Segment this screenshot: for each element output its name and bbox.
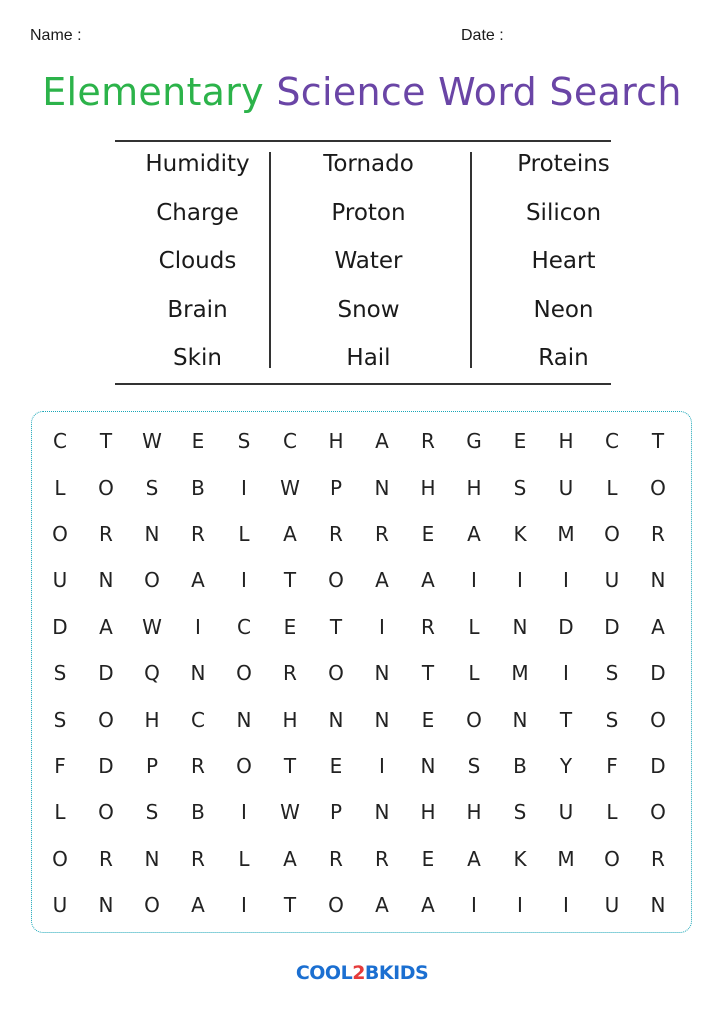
grid-letter[interactable]: L bbox=[606, 475, 618, 500]
grid-letter[interactable]: D bbox=[558, 614, 574, 639]
word-bank-divider bbox=[269, 152, 271, 368]
grid-letter[interactable]: L bbox=[238, 521, 250, 546]
grid-letter[interactable]: D bbox=[650, 753, 666, 778]
logo-text-2: 2 bbox=[352, 962, 365, 984]
word-bank bbox=[115, 140, 611, 385]
grid-letter[interactable]: N bbox=[98, 568, 114, 593]
grid-letter[interactable]: I bbox=[471, 893, 477, 918]
grid-letter[interactable]: K bbox=[513, 521, 527, 546]
grid-letter[interactable]: O bbox=[52, 521, 68, 546]
name-label: Name : bbox=[30, 27, 82, 44]
grid-letter[interactable]: L bbox=[468, 661, 480, 686]
grid-letter[interactable]: I bbox=[563, 568, 569, 593]
grid-letter[interactable]: R bbox=[191, 846, 205, 871]
grid-letter[interactable]: E bbox=[329, 753, 343, 778]
grid-letter[interactable]: O bbox=[144, 568, 160, 593]
grid-letter[interactable]: O bbox=[650, 800, 666, 825]
grid-letter[interactable]: D bbox=[52, 614, 68, 639]
grid-letter[interactable]: C bbox=[191, 707, 205, 732]
grid-letter[interactable]: O bbox=[98, 800, 114, 825]
grid-letter[interactable]: C bbox=[283, 429, 297, 454]
grid-letter[interactable]: T bbox=[651, 429, 665, 454]
word-bank-item: Skin bbox=[173, 345, 222, 371]
grid-letter[interactable]: S bbox=[145, 800, 159, 825]
grid-letter[interactable]: R bbox=[421, 614, 435, 639]
grid-row bbox=[37, 743, 681, 789]
grid-row bbox=[37, 604, 681, 650]
grid-letter[interactable]: O bbox=[328, 661, 344, 686]
word-bank-top-rule bbox=[115, 140, 611, 142]
grid-letter[interactable]: H bbox=[466, 800, 482, 825]
grid-letter[interactable]: R bbox=[329, 521, 343, 546]
grid-letter[interactable]: N bbox=[144, 521, 160, 546]
grid-letter[interactable]: R bbox=[99, 846, 113, 871]
grid-letter[interactable]: O bbox=[604, 521, 620, 546]
word-bank-item: Hail bbox=[346, 345, 391, 371]
cool2bkids-logo bbox=[0, 962, 724, 984]
grid-letter[interactable]: A bbox=[191, 568, 205, 593]
grid-letter[interactable]: H bbox=[144, 707, 160, 732]
grid-letter[interactable]: O bbox=[144, 893, 160, 918]
grid-letter[interactable]: N bbox=[374, 707, 390, 732]
grid-letter[interactable]: L bbox=[54, 800, 66, 825]
grid-letter[interactable]: R bbox=[651, 521, 665, 546]
grid-letter[interactable]: C bbox=[53, 429, 67, 454]
grid-letter[interactable]: W bbox=[142, 429, 162, 454]
grid-letter[interactable]: N bbox=[190, 661, 206, 686]
grid-letter[interactable]: I bbox=[379, 753, 385, 778]
grid-letter[interactable]: A bbox=[467, 521, 481, 546]
grid-letter[interactable]: S bbox=[605, 661, 619, 686]
grid-letter[interactable]: N bbox=[512, 707, 528, 732]
grid-letter[interactable]: C bbox=[237, 614, 251, 639]
title-part-elementary: Elementary bbox=[42, 70, 264, 114]
word-bank-column-1 bbox=[115, 146, 280, 389]
word-bank-item: Silicon bbox=[525, 199, 602, 226]
grid-letter[interactable]: T bbox=[283, 568, 297, 593]
grid-letter[interactable]: O bbox=[604, 846, 620, 871]
grid-letter[interactable]: Y bbox=[559, 753, 573, 778]
grid-letter[interactable]: W bbox=[280, 800, 300, 825]
word-bank-column-2 bbox=[286, 146, 451, 389]
grid-letter[interactable]: E bbox=[421, 707, 435, 732]
grid-letter[interactable]: R bbox=[191, 521, 205, 546]
grid-letter[interactable]: U bbox=[52, 568, 68, 593]
page-title bbox=[0, 70, 724, 114]
grid-letter[interactable]: O bbox=[98, 707, 114, 732]
word-bank-item: Tornado bbox=[323, 151, 414, 177]
word-bank-item: Brain bbox=[167, 296, 228, 323]
grid-letter[interactable]: D bbox=[98, 753, 114, 778]
grid-letter[interactable]: O bbox=[236, 753, 252, 778]
grid-letter[interactable]: O bbox=[236, 661, 252, 686]
word-bank-divider bbox=[470, 152, 472, 368]
grid-letter[interactable]: N bbox=[374, 661, 390, 686]
grid-letter[interactable]: N bbox=[236, 707, 252, 732]
grid-letter[interactable]: N bbox=[650, 568, 666, 593]
grid-letter[interactable]: I bbox=[241, 475, 247, 500]
grid-letter[interactable]: T bbox=[283, 753, 297, 778]
grid-letter[interactable]: B bbox=[191, 800, 205, 825]
grid-letter[interactable]: I bbox=[517, 568, 523, 593]
grid-letter[interactable]: L bbox=[54, 475, 66, 500]
grid-letter[interactable]: I bbox=[241, 568, 247, 593]
grid-letter[interactable]: U bbox=[604, 893, 620, 918]
grid-row bbox=[37, 650, 681, 696]
grid-letter[interactable]: T bbox=[283, 893, 297, 918]
letter-grid bbox=[37, 418, 681, 928]
grid-letter[interactable]: O bbox=[466, 707, 482, 732]
word-bank-item: Rain bbox=[538, 345, 589, 371]
grid-letter[interactable]: O bbox=[52, 846, 68, 871]
grid-letter[interactable]: M bbox=[557, 521, 575, 546]
grid-letter[interactable]: W bbox=[142, 614, 162, 639]
grid-letter[interactable]: U bbox=[558, 800, 574, 825]
grid-letter[interactable]: W bbox=[280, 475, 300, 500]
grid-letter[interactable]: N bbox=[374, 475, 390, 500]
grid-letter[interactable]: L bbox=[468, 614, 480, 639]
grid-letter[interactable]: E bbox=[283, 614, 297, 639]
word-bank-bottom-rule bbox=[115, 383, 611, 385]
grid-letter[interactable]: S bbox=[53, 661, 67, 686]
grid-letter[interactable]: N bbox=[98, 893, 114, 918]
grid-letter[interactable]: R bbox=[283, 661, 297, 686]
grid-letter[interactable]: H bbox=[420, 475, 436, 500]
grid-letter[interactable]: P bbox=[329, 475, 343, 500]
grid-letter[interactable]: I bbox=[241, 893, 247, 918]
grid-letter[interactable]: O bbox=[650, 707, 666, 732]
grid-letter[interactable]: S bbox=[513, 800, 527, 825]
grid-letter[interactable]: L bbox=[606, 800, 618, 825]
grid-letter[interactable]: I bbox=[241, 800, 247, 825]
grid-letter[interactable]: A bbox=[375, 893, 389, 918]
grid-letter[interactable]: I bbox=[517, 893, 523, 918]
grid-letter[interactable]: L bbox=[238, 846, 250, 871]
grid-letter[interactable]: A bbox=[375, 429, 389, 454]
grid-letter[interactable]: O bbox=[328, 893, 344, 918]
grid-letter[interactable]: I bbox=[471, 568, 477, 593]
grid-letter[interactable]: I bbox=[195, 614, 201, 639]
grid-letter[interactable]: I bbox=[563, 893, 569, 918]
grid-letter[interactable]: P bbox=[329, 800, 343, 825]
grid-letter[interactable]: A bbox=[191, 893, 205, 918]
grid-letter[interactable]: S bbox=[53, 707, 67, 732]
grid-letter[interactable]: P bbox=[145, 753, 159, 778]
grid-letter[interactable]: N bbox=[650, 893, 666, 918]
grid-letter[interactable]: D bbox=[650, 661, 666, 686]
grid-letter[interactable]: E bbox=[191, 429, 205, 454]
logo-text-cool: COOL bbox=[295, 962, 353, 984]
grid-letter[interactable]: S bbox=[513, 475, 527, 500]
grid-letter[interactable]: N bbox=[144, 846, 160, 871]
grid-letter[interactable]: A bbox=[283, 846, 297, 871]
grid-letter[interactable]: I bbox=[379, 614, 385, 639]
grid-letter[interactable]: R bbox=[99, 521, 113, 546]
grid-row bbox=[37, 789, 681, 835]
grid-row bbox=[37, 882, 681, 928]
grid-row bbox=[37, 557, 681, 603]
grid-letter[interactable]: H bbox=[420, 800, 436, 825]
grid-letter[interactable]: F bbox=[54, 753, 66, 778]
grid-letter[interactable]: B bbox=[513, 753, 527, 778]
word-bank-item: Clouds bbox=[158, 248, 237, 274]
grid-letter[interactable]: O bbox=[328, 568, 344, 593]
word-bank-item: Water bbox=[334, 248, 403, 274]
word-bank-item: Charge bbox=[156, 199, 239, 226]
grid-letter[interactable]: A bbox=[99, 614, 113, 639]
grid-letter[interactable]: G bbox=[466, 429, 482, 454]
grid-letter[interactable]: M bbox=[557, 846, 575, 871]
grid-letter[interactable]: H bbox=[282, 707, 298, 732]
grid-letter[interactable]: R bbox=[375, 846, 389, 871]
grid-letter[interactable]: N bbox=[512, 614, 528, 639]
grid-letter[interactable]: N bbox=[374, 800, 390, 825]
grid-letter[interactable]: A bbox=[421, 568, 435, 593]
grid-letter[interactable]: C bbox=[605, 429, 619, 454]
grid-letter[interactable]: B bbox=[191, 475, 205, 500]
grid-letter[interactable]: H bbox=[558, 429, 574, 454]
grid-letter[interactable]: K bbox=[513, 846, 527, 871]
grid-letter[interactable]: A bbox=[651, 614, 665, 639]
grid-row bbox=[37, 418, 681, 464]
grid-letter[interactable]: M bbox=[511, 661, 529, 686]
grid-letter[interactable]: S bbox=[237, 429, 251, 454]
grid-letter[interactable]: R bbox=[329, 846, 343, 871]
grid-letter[interactable]: U bbox=[52, 893, 68, 918]
grid-letter[interactable]: D bbox=[604, 614, 620, 639]
grid-letter[interactable]: O bbox=[98, 475, 114, 500]
grid-letter[interactable]: I bbox=[563, 661, 569, 686]
grid-letter[interactable]: H bbox=[466, 475, 482, 500]
grid-row bbox=[37, 696, 681, 742]
grid-letter[interactable]: U bbox=[604, 568, 620, 593]
grid-letter[interactable]: A bbox=[467, 846, 481, 871]
grid-letter[interactable]: N bbox=[420, 753, 436, 778]
grid-letter[interactable]: R bbox=[651, 846, 665, 871]
grid-letter[interactable]: F bbox=[606, 753, 618, 778]
grid-letter[interactable]: R bbox=[375, 521, 389, 546]
grid-letter[interactable]: T bbox=[99, 429, 113, 454]
grid-letter[interactable]: R bbox=[421, 429, 435, 454]
grid-row bbox=[37, 836, 681, 882]
grid-letter[interactable]: Q bbox=[144, 661, 160, 686]
date-label: Date : bbox=[461, 27, 504, 44]
grid-letter[interactable]: N bbox=[328, 707, 344, 732]
word-bank-item: Proteins bbox=[517, 151, 610, 177]
grid-letter[interactable]: R bbox=[191, 753, 205, 778]
grid-letter[interactable]: E bbox=[513, 429, 527, 454]
grid-letter[interactable]: T bbox=[559, 707, 573, 732]
grid-letter[interactable]: U bbox=[558, 475, 574, 500]
grid-letter[interactable]: S bbox=[145, 475, 159, 500]
grid-row bbox=[37, 464, 681, 510]
grid-letter[interactable]: H bbox=[328, 429, 344, 454]
grid-letter[interactable]: A bbox=[421, 893, 435, 918]
grid-letter[interactable]: S bbox=[467, 753, 481, 778]
word-bank-item: Proton bbox=[331, 199, 406, 226]
word-bank-item: Snow bbox=[337, 296, 400, 323]
grid-letter[interactable]: S bbox=[605, 707, 619, 732]
title-part-science-word-search: Science Word Search bbox=[276, 70, 682, 114]
grid-row bbox=[37, 511, 681, 557]
grid-letter[interactable]: A bbox=[375, 568, 389, 593]
grid-letter[interactable]: E bbox=[421, 521, 435, 546]
grid-letter[interactable]: D bbox=[98, 661, 114, 686]
grid-letter[interactable]: A bbox=[283, 521, 297, 546]
word-bank-item: Neon bbox=[533, 296, 594, 323]
word-bank-column-3 bbox=[481, 146, 646, 389]
logo-text-bkids: BKIDS bbox=[364, 962, 429, 984]
grid-letter[interactable]: T bbox=[329, 614, 343, 639]
word-bank-item: Humidity bbox=[145, 151, 250, 177]
grid-letter[interactable]: T bbox=[421, 661, 435, 686]
grid-letter[interactable]: E bbox=[421, 846, 435, 871]
grid-letter[interactable]: O bbox=[650, 475, 666, 500]
word-bank-item: Heart bbox=[531, 248, 596, 274]
